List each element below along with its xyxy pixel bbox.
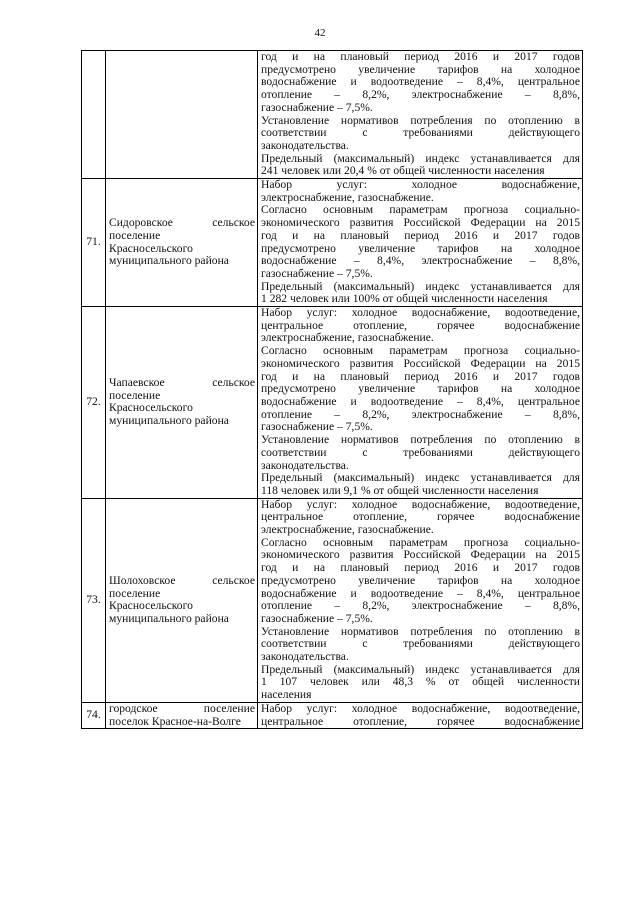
settlement-name-line: городское поселение (109, 701, 255, 715)
table-row (82, 307, 583, 499)
description-line: отопление – 8,2%, электроснабжение – 8,8%, (261, 88, 580, 102)
description-line: год и на плановый период 2016 и 2017 годов (261, 561, 580, 575)
settlement-name-line: муниципального района (109, 414, 229, 428)
description-paragraph (261, 434, 580, 472)
description-paragraph (261, 703, 580, 728)
description-line: газоснабжение – 7,5%. (261, 420, 373, 434)
settlement-name-line: поселение (109, 228, 161, 242)
tariff-description (258, 307, 583, 499)
description-line: центральное отопление, горячее водоснабжение (261, 318, 580, 332)
tariff-description (258, 702, 583, 728)
description-line: Предельный (максимальный) индекс устанавливается для (261, 662, 580, 676)
description-line: электроснабжение, газоснабжение. (261, 523, 434, 537)
description-line: предусмотрено увеличение тарифов на холодное (261, 241, 580, 255)
settlement-name-line: Сидоровское сельское (109, 216, 255, 230)
description-paragraph (261, 179, 580, 204)
description-line: Набор услуг: холодное водоснабжение, водоотведение, (261, 701, 580, 715)
description-line: Набор услуг: холодное водоснабжение, (261, 178, 580, 192)
tariff-description (258, 179, 583, 307)
description-line: соответствии с требованиями действующего (261, 637, 580, 651)
description-line: законодательства. (261, 650, 349, 664)
description-line: Согласно основным параметрам прогноза социально- (261, 203, 580, 217)
settlement-name-line: муниципального района (109, 254, 229, 268)
page-number: 42 (314, 27, 326, 39)
description-line: электроснабжение, газоснабжение. (261, 331, 434, 345)
settlement-name (106, 498, 258, 702)
settlement-name (106, 307, 258, 499)
tariff-description (258, 498, 583, 702)
description-line: газоснабжение – 7,5%. (261, 100, 373, 114)
description-line: экономического развития Российской Федерации на 2015 (261, 548, 580, 562)
tariff-table (81, 50, 583, 729)
description-paragraph (261, 281, 580, 306)
description-line: Предельный (максимальный) индекс устанавливается для (261, 471, 580, 485)
description-line: водоснабжение и водоотведение – 8,4%, центральное (261, 586, 580, 600)
settlement-name-line: Красносельского (109, 241, 193, 255)
description-line: 241 человек или 20,4 % от общей численности населения (261, 164, 545, 178)
settlement-name-line: Красносельского (109, 599, 193, 613)
description-line: законодательства. (261, 458, 349, 472)
row-number: 71. (82, 179, 106, 307)
description-line: предусмотрено увеличение тарифов на холодное (261, 382, 580, 396)
table-row (82, 498, 583, 702)
description-line: газоснабжение – 7,5%. (261, 611, 373, 625)
description-line: экономического развития Российской Федерации на 2015 (261, 216, 580, 230)
description-line: Предельный (максимальный) индекс устанавливается для (261, 151, 580, 165)
description-line: Установление нормативов потребления по отоплению в (261, 624, 580, 638)
description-line: Согласно основным параметрам прогноза социально- (261, 344, 580, 358)
description-line: водоснабжение и водоотведение – 8,4%, центральное (261, 75, 580, 89)
description-line: год и на плановый период 2016 и 2017 годов (261, 50, 580, 63)
description-paragraph (261, 499, 580, 537)
table-row (82, 51, 583, 179)
description-paragraph (261, 626, 580, 664)
description-line: год и на плановый период 2016 и 2017 годов (261, 228, 580, 242)
settlement-name (106, 179, 258, 307)
description-paragraph (261, 153, 580, 178)
description-line: 1 107 человек или 48,3 % от общей численности (261, 675, 580, 689)
description-line: год и на плановый период 2016 и 2017 годов (261, 369, 580, 383)
description-line: населения (261, 688, 312, 702)
row-number (82, 51, 106, 179)
description-line: 118 человек или 9,1 % от общей численности населения (261, 483, 539, 497)
description-line: Набор услуг: холодное водоснабжение, водоотведение, (261, 306, 580, 320)
description-line: законодательства. (261, 138, 349, 152)
description-line: предусмотрено увеличение тарифов на холодное (261, 62, 580, 76)
settlement-name (106, 51, 258, 179)
description-paragraph (261, 472, 580, 497)
description-line: отопление – 8,2%, электроснабжение – 8,8%, (261, 599, 580, 613)
table-body (82, 51, 583, 729)
description-line: газоснабжение – 7,5%. (261, 266, 373, 280)
description-paragraph (261, 664, 580, 702)
settlement-name-line: поселение (109, 586, 161, 600)
description-paragraph (261, 115, 580, 153)
description-paragraph (261, 345, 580, 434)
settlement-name-line: поселок Красное-на-Волге (109, 714, 241, 728)
description-line: водоснабжение и водоотведение – 8,4%, центральное (261, 394, 580, 408)
table-row (82, 179, 583, 307)
description-line: экономического развития Российской Федерации на 2015 (261, 356, 580, 370)
description-line: отопление – 8,2%, электроснабжение – 8,8%, (261, 407, 580, 421)
description-line: Набор услуг: холодное водоснабжение, водоотведение, (261, 497, 580, 511)
description-line: Установление нормативов потребления по отоплению в (261, 433, 580, 447)
tariff-description (258, 51, 583, 179)
settlement-name-line: Красносельского (109, 401, 193, 415)
description-line: водоснабжение – 8,4%, электроснабжение – 8,8%, (261, 254, 580, 268)
description-line: Установление нормативов потребления по отоплению в (261, 113, 580, 127)
description-line: соответствии с требованиями действующего (261, 126, 580, 140)
description-paragraph (261, 51, 580, 115)
description-line: центральное отопление, горячее водоснабжение (261, 714, 580, 728)
description-paragraph (261, 537, 580, 626)
settlement-name-line: муниципального района (109, 611, 229, 625)
row-number: 72. (82, 307, 106, 499)
row-number: 73. (82, 498, 106, 702)
description-line: предусмотрено увеличение тарифов на холодное (261, 573, 580, 587)
description-line: Предельный (максимальный) индекс устанавливается для (261, 279, 580, 293)
description-line: 1 282 человек или 100% от общей численности населения (261, 292, 548, 306)
description-line: центральное отопление, горячее водоснабжение (261, 510, 580, 524)
description-line: Согласно основным параметрам прогноза социально- (261, 535, 580, 549)
description-paragraph (261, 307, 580, 345)
description-paragraph (261, 204, 580, 280)
settlement-name (106, 702, 258, 728)
settlement-name-line: Чапаевское сельское (109, 375, 255, 389)
row-number: 74. (82, 702, 106, 728)
settlement-name-line: Шолоховское сельское (109, 573, 255, 587)
description-line: электроснабжение, газоснабжение. (261, 190, 434, 204)
description-line: соответствии с требованиями действующего (261, 445, 580, 459)
settlement-name-line: поселение (109, 388, 161, 402)
table-row (82, 702, 583, 728)
